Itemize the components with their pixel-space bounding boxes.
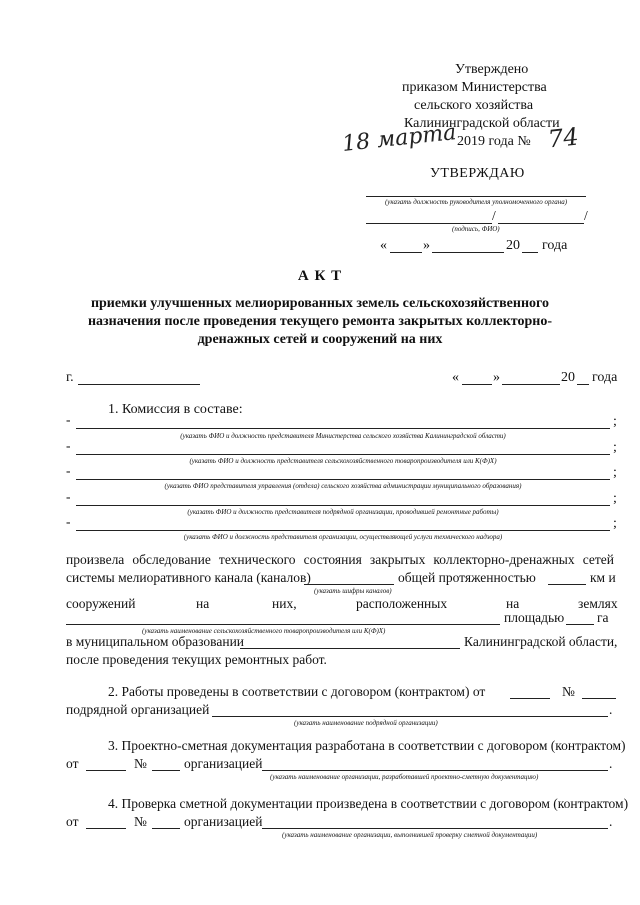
p2-contractor-line xyxy=(212,716,608,717)
doc-subtitle-2: назначения после проведения текущего ремонта закрытых коллекторно- xyxy=(87,314,553,329)
p2-text: 2. Работы проведены в соответствии с договором (контрактом) от xyxy=(108,684,486,699)
member-caption: (указать ФИО представителя управления (отдела) сельского хозяйства администрации муниципального образования) xyxy=(164,482,522,490)
p4-number-line xyxy=(152,828,180,829)
word-located: расположенных xyxy=(356,596,448,611)
p4-date-line xyxy=(86,828,126,829)
member-line xyxy=(76,530,610,531)
p2-number-line xyxy=(582,698,616,699)
length-line xyxy=(548,584,586,585)
handwritten-number: 74 xyxy=(546,122,580,154)
survey-km: км и xyxy=(590,570,616,585)
member-semicolon: ; xyxy=(613,516,617,531)
approval-year: 2019 года № xyxy=(457,134,531,149)
doc-subtitle-1: приемки улучшенных мелиорированных земель сельскохозяйственного xyxy=(90,296,550,311)
member-dash: - xyxy=(66,438,71,453)
p3-text: 3. Проектно-сметная документация разработана в соответствии с договором (контрактом) xyxy=(108,738,626,753)
p2-dot: . xyxy=(609,702,613,717)
member-semicolon: ; xyxy=(613,440,617,455)
municipality-line xyxy=(240,648,460,649)
p3-number-sign: № xyxy=(134,756,147,771)
word-lands: землях xyxy=(578,596,618,611)
sign-caption: (подпись, ФИО) xyxy=(452,225,500,233)
sign-slash-1: / xyxy=(492,208,496,223)
p3-date-line xyxy=(86,770,126,771)
doc-title: А К Т xyxy=(297,268,343,284)
member-caption: (указать ФИО и должность представителя сельскохозяйственного товаропроизводителя или К(Ф)Х) xyxy=(189,457,497,465)
member-dash: - xyxy=(66,463,71,478)
date-mid: » xyxy=(493,370,500,385)
p4-from: от xyxy=(66,814,79,829)
owner-line xyxy=(66,624,500,625)
word-on: на xyxy=(196,596,210,611)
member-line xyxy=(76,454,610,455)
member-dash: - xyxy=(66,489,71,504)
p3-org-line xyxy=(262,770,608,771)
position-caption: (указать должность руководителя уполномоченного органа) xyxy=(384,198,568,206)
municipality-label: в муниципальном образовании xyxy=(66,634,245,649)
confirm-month-line xyxy=(432,252,504,253)
survey-after: после проведения текущих ремонтных работ. xyxy=(66,652,327,667)
area-line xyxy=(566,624,594,625)
month-line xyxy=(502,384,560,385)
approval-line-1: Утверждено xyxy=(455,62,529,77)
p4-text: 4. Проверка сметной документации произведена в соответствии с договором (контрактом) xyxy=(108,796,629,811)
member-caption: (указать ФИО и должность представителя Министерства сельского хозяйства Калининградской области) xyxy=(180,432,506,440)
word-on-2: на xyxy=(506,596,520,611)
member-dash: - xyxy=(66,412,71,427)
p2-caption: (указать наименование подрядной организации) xyxy=(294,719,438,727)
year-line xyxy=(577,384,589,385)
channels-caption: (указать шифры каналов) xyxy=(314,587,392,595)
municipality-region: Калининградской области, xyxy=(464,634,618,649)
area-unit: га xyxy=(597,610,609,625)
p2-date-line xyxy=(510,698,550,699)
date-open: « xyxy=(452,370,459,385)
member-dash: - xyxy=(66,514,71,529)
position-line xyxy=(366,196,586,197)
name-line xyxy=(498,223,584,224)
commission-heading: 1. Комиссия в составе: xyxy=(108,402,243,417)
confirm-day-line xyxy=(390,252,422,253)
member-semicolon: ; xyxy=(613,491,617,506)
member-semicolon: ; xyxy=(613,465,617,480)
member-semicolon: ; xyxy=(613,414,617,429)
p3-caption: (указать наименование организации, разработавшей проектно-сметную документацию) xyxy=(270,773,539,781)
doc-subtitle-3: дренажных сетей и сооружений на них xyxy=(197,332,443,347)
confirm-year-line xyxy=(522,252,538,253)
member-line xyxy=(76,428,610,429)
approval-line-3: сельского хозяйства xyxy=(414,98,534,113)
word-them: них, xyxy=(272,596,297,611)
area-label: площадью xyxy=(504,610,565,625)
channels-line xyxy=(304,584,394,585)
member-caption: (указать ФИО и должность представителя организации, осуществляющей услуги технического надзора) xyxy=(183,533,503,541)
member-line xyxy=(76,505,610,506)
city-prefix: г. xyxy=(66,370,74,385)
p2-contractor-label: подрядной организацией xyxy=(66,702,210,717)
p3-dot: . xyxy=(609,756,613,771)
confirm-date-suffix: года xyxy=(542,238,568,253)
date-year: 20 xyxy=(561,370,575,385)
approval-line-4: Калининградской области xyxy=(404,116,560,131)
survey-length-label: общей протяженностью xyxy=(398,570,536,585)
handwritten-date: 18 марта xyxy=(341,120,458,157)
sign-slash-2: / xyxy=(584,208,588,223)
city-line xyxy=(78,384,200,385)
confirm-date-open: « xyxy=(380,238,387,253)
p2-number-sign: № xyxy=(562,684,575,699)
survey-line-1: произвела обследование технического состояния закрытых коллекторно-дренажных сетей xyxy=(66,552,614,567)
p4-org-label: организацией xyxy=(184,814,263,829)
signature-line xyxy=(366,223,492,224)
p4-caption: (указать наименование организации, выполнившей проверку сметной документации) xyxy=(282,831,538,839)
p4-dot: . xyxy=(609,814,613,829)
p3-org-label: организацией xyxy=(184,756,263,771)
p3-number-line xyxy=(152,770,180,771)
p4-number-sign: № xyxy=(134,814,147,829)
confirm-date-mid: » xyxy=(423,238,430,253)
word-structures: сооружений xyxy=(66,596,136,611)
day-line xyxy=(462,384,492,385)
confirm-title: УТВЕРЖДАЮ xyxy=(430,166,525,181)
member-caption: (указать ФИО и должность представителя подрядной организации, проводившей ремонтные работы) xyxy=(187,508,499,516)
owner-caption: (указать наименование сельскохозяйственного товаропроизводителя или К(Ф)Х) xyxy=(142,627,386,635)
p4-org-line xyxy=(262,828,608,829)
date-suffix: года xyxy=(592,370,618,385)
approval-line-2: приказом Министерства xyxy=(402,80,547,95)
confirm-date-year: 20 xyxy=(506,238,520,253)
p3-from: от xyxy=(66,756,79,771)
member-line xyxy=(76,479,610,480)
survey-channels-label: системы мелиоративного канала (каналов) xyxy=(66,570,311,585)
